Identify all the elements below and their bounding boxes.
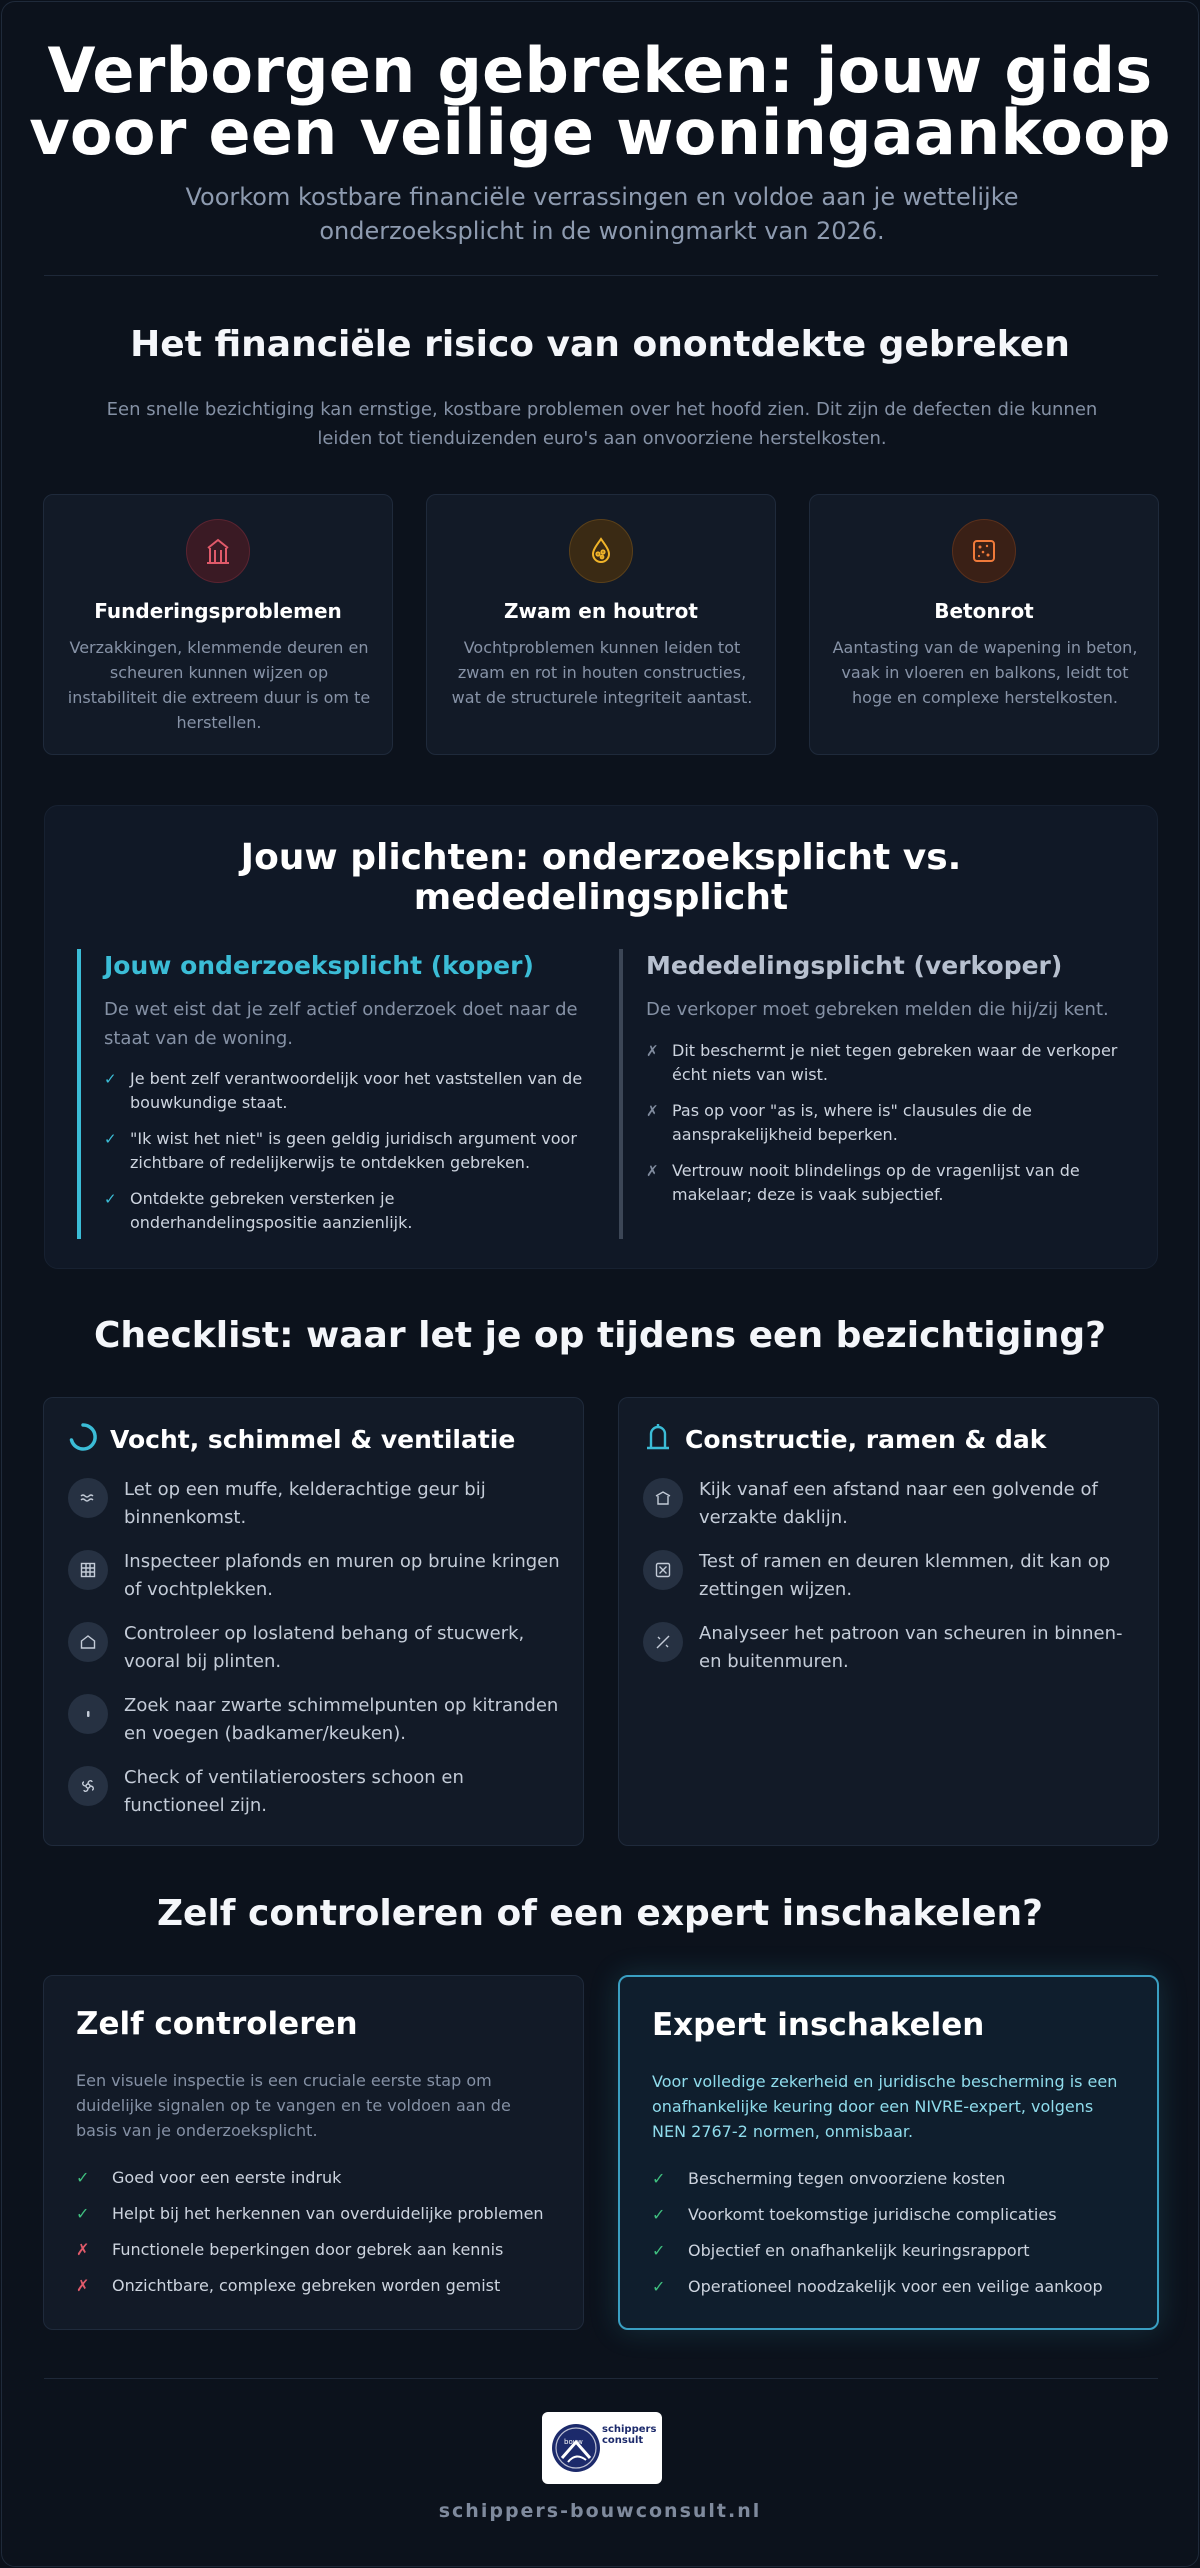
cross-icon: ✗ [646,1042,659,1060]
expert-title: Expert inschakelen [652,2007,985,2043]
page-subtitle [152,180,1052,248]
duties-title-line-2: mededelingsplicht [413,877,789,918]
expert-list [652,2167,1103,2311]
item-line: verzakte daklijn. [699,1507,848,1528]
seller-duty-heading: Mededelingsplicht (verkoper) [646,951,1063,980]
cross-icon: ✗ [76,2240,90,2259]
company-logo[interactable] [542,2412,662,2484]
list-item [76,2238,544,2262]
logo-word-2: consult [602,2435,644,2446]
checklist-card-title: Constructie, ramen & dak [685,1424,1047,1454]
item-line: zettingen wijzen. [699,1579,853,1600]
checklist-card-header [68,1422,515,1456]
item-line: Pas op voor "as is, where is" clausules die de [672,1101,1032,1120]
compare-heading: Zelf controleren of een expert inschakelen? [156,1893,1044,1934]
item-line: en voegen (badkamer/keuken). [124,1723,406,1744]
item-text: Functionele beperkingen door gebrek aan kennis [112,2240,504,2259]
moisture-spinner-icon [68,1422,98,1456]
cross-icon: ✗ [646,1102,659,1120]
risk-lead [102,395,1102,453]
check-icon: ✓ [104,1070,117,1088]
check-icon: ✓ [652,2241,666,2260]
foundation-icon [186,519,250,583]
item-line: of vochtplekken. [124,1579,274,1600]
item-line: Vertrouw nooit blindelings op de vragenlijst van de [672,1161,1080,1180]
item-line: binnenkomst. [124,1507,247,1528]
item-line: Ontdekte gebreken versterken je [130,1189,395,1208]
list-item [652,2239,1103,2263]
subtitle-line-1: Voorkom kostbare financiële verrassingen en voldoe aan je wettelijke [185,183,1019,211]
mold-dot-icon [68,1694,108,1734]
logo-word-1: schippers [602,2424,657,2435]
risk-card-desc: Verzakkingen, klemmende deuren en scheuren kunnen wijzen op instabiliteit die extreem duur is om te herstellen. [67,638,371,732]
check-icon: ✓ [652,2169,666,2188]
roof-line-icon [643,1478,683,1518]
item-line: onderhandelingspositie aanzienlijk. [130,1213,413,1232]
risk-card-desc: Vochtproblemen kunnen leiden tot zwam en rot in houten constructies, wat de structurele integriteit aantast. [451,638,753,707]
website-link[interactable]: schippers-bouwconsult.nl [438,2500,762,2522]
window-frame-icon [643,1550,683,1590]
title-line-1: Verborgen gebreken: jouw gids [47,34,1153,107]
item-line: Analyseer het patroon van scheuren in binnen- [699,1623,1123,1644]
item-line: "Ik wist het niet" is geen geldig juridisch argument voor [130,1129,577,1148]
expert-desc [652,2069,1132,2144]
item-line: Check of ventilatieroosters schoon en [124,1767,464,1788]
seller-duty-intro: De verkoper moet gebreken melden die hij/zij kent. [646,999,1109,1020]
list-item [76,2166,544,2190]
check-icon: ✓ [652,2277,666,2296]
self-check-list [76,2166,544,2310]
intro-line: De wet eist dat je zelf actief onderzoek doet naar de [104,999,578,1020]
item-line: vooral bij plinten. [124,1651,282,1672]
list-item [104,1067,582,1115]
list-item [643,1548,1143,1604]
desc-line: basis van je onderzoeksplicht. [76,2121,318,2140]
smell-waves-icon [68,1478,108,1518]
page-title [2,34,1198,169]
item-text: Objectief en onafhankelijk keuringsrapport [688,2241,1030,2260]
expert-card [618,1975,1159,2330]
desc-line: Voor volledige zekerheid en juridische bescherming is een [652,2072,1118,2091]
item-line: Dit beschermt je niet tegen gebreken waar de verkoper [672,1041,1118,1060]
list-item [68,1620,568,1676]
item-line: écht niets van wist. [672,1065,828,1084]
check-icon: ✓ [104,1130,117,1148]
check-icon: ✓ [104,1190,117,1208]
duties-title [45,838,1157,918]
checklist-heading: Checklist: waar let je op tijdens een bezichtiging? [94,1315,1106,1356]
risk-card-fungus [426,494,776,755]
list-item [104,1127,582,1175]
crack-pattern-icon [643,1622,683,1662]
item-line: zichtbare of redelijkerwijs te ontdekken gebreken. [130,1153,531,1172]
list-item [643,1620,1143,1676]
desc-line: NEN 2767-2 normen, onmisbaar. [652,2122,914,2141]
item-line: functioneel zijn. [124,1795,267,1816]
item-text: Goed voor een eerste indruk [112,2168,342,2187]
desc-line: Een visuele inspectie is een cruciale eerste stap om [76,2071,492,2090]
self-check-desc [76,2068,556,2143]
item-line: makelaar; deze is vaak subjectief. [672,1185,944,1204]
item-line: bouwkundige staat. [130,1093,288,1112]
item-line: Controleer op loslatend behang of stucwerk, [124,1623,525,1644]
arch-roof-icon [643,1422,673,1456]
wall-house-icon [68,1622,108,1662]
cross-icon: ✗ [76,2276,90,2295]
list-item [646,1159,1117,1207]
risk-card-title: Betonrot [934,599,1034,623]
risk-card-title: Zwam en houtrot [504,599,698,623]
subtitle-line-2: onderzoeksplicht in de woningmarkt van 2026. [319,217,885,245]
duties-panel [44,805,1158,1269]
logo-small: bouw [564,2438,583,2446]
item-line: Kijk vanaf een afstand naar een golvende of [699,1479,1098,1500]
item-text: Bescherming tegen onvoorziene kosten [688,2169,1006,2188]
checklist-card-title: Vocht, schimmel & ventilatie [110,1424,516,1454]
seller-duty-list [646,1039,1117,1219]
risk-lead-line-2: leiden tot tienduizenden euro's aan onvoorziene herstelkosten. [317,428,887,449]
cross-icon: ✗ [646,1162,659,1180]
check-icon: ✓ [76,2204,90,2223]
list-item [76,2202,544,2226]
risk-card-desc: Aantasting van de wapening in beton, vaak in vloeren en balkons, leidt tot hoge en complexe herstelkosten. [832,638,1138,707]
intro-line: staat van de woning. [104,1028,294,1049]
item-line: Zoek naar zwarte schimmelpunten op kitranden [124,1695,559,1716]
list-item [104,1187,582,1235]
list-item [68,1476,568,1532]
list-item [646,1039,1117,1087]
infographic-page [1,1,1199,2567]
list-item [68,1764,568,1820]
self-check-title: Zelf controleren [76,2006,358,2042]
risk-card-foundation [43,494,393,755]
buyer-duty-intro [104,995,578,1053]
item-line: Let op een muffe, kelderachtige geur bij [124,1479,486,1500]
self-check-card [43,1975,584,2330]
item-line: en buitenmuren. [699,1651,849,1672]
desc-line: duidelijke signalen op te vangen en te voldoen aan de [76,2096,511,2115]
ventilation-fan-icon [68,1766,108,1806]
checklist-card-moisture [43,1397,584,1846]
divider [44,2378,1158,2379]
title-line-2: voor een veilige woningaankoop [29,96,1171,169]
list-item [643,1476,1143,1532]
item-line: aansprakelijkheid beperken. [672,1125,898,1144]
list-item [68,1692,568,1748]
item-text: Helpt bij het herkennen van overduidelijke problemen [112,2204,544,2223]
list-item [646,1099,1117,1147]
seller-accent-bar [619,949,623,1239]
item-text: Voorkomt toekomstige juridische complicaties [688,2205,1057,2224]
list-item [652,2203,1103,2227]
item-text: Onzichtbare, complexe gebreken worden gemist [112,2276,501,2295]
check-icon: ✓ [76,2168,90,2187]
risk-heading: Het financiële risico van onontdekte gebreken [130,324,1070,365]
buyer-duty-heading: Jouw onderzoeksplicht (koper) [104,951,534,980]
checklist-card-construction [618,1397,1159,1846]
buyer-duty-list [104,1067,582,1247]
list-item [652,2167,1103,2191]
item-line: Test of ramen en deuren klemmen, dit kan op [699,1551,1111,1572]
desc-line: onafhankelijke keuring door een NIVRE-expert, volgens [652,2097,1094,2116]
risk-lead-line-1: Een snelle bezichtiging kan ernstige, kostbare problemen over het hoofd zien. Dit zijn de defecten die kunnen [106,399,1098,420]
duties-title-line-1: Jouw plichten: onderzoeksplicht vs. [240,837,962,878]
risk-card-title: Funderingsproblemen [94,599,342,623]
list-item [652,2275,1103,2299]
item-text: Operationeel noodzakelijk voor een veilige aankoop [688,2277,1103,2296]
buyer-accent-bar [77,949,81,1239]
divider [44,275,1158,276]
check-icon: ✓ [652,2205,666,2224]
ceiling-grid-icon [68,1550,108,1590]
item-line: Inspecteer plafonds en muren op bruine kringen [124,1551,560,1572]
concrete-icon [952,519,1016,583]
fungus-drop-icon [569,519,633,583]
risk-card-concrete [809,494,1159,755]
item-line: Je bent zelf verantwoordelijk voor het vaststellen van de [130,1069,583,1088]
list-item [76,2274,544,2298]
list-item [68,1548,568,1604]
checklist-card-header [643,1422,1046,1456]
